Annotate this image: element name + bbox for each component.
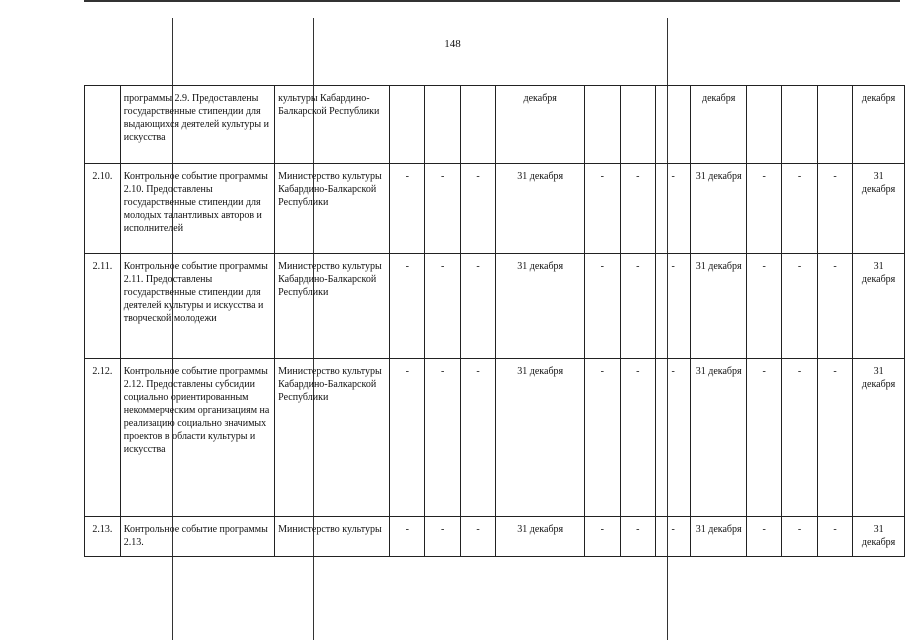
period-cell (620, 86, 655, 164)
period-cell: 31 декабря (853, 359, 905, 517)
period-cell: 31 декабря (691, 164, 747, 254)
period-cell: - (817, 517, 852, 557)
period-cell (460, 86, 495, 164)
responsible-executor: Министерство культуры (275, 517, 390, 557)
period-cell: - (585, 164, 620, 254)
period-cell: 31 декабря (691, 254, 747, 359)
table-row (85, 359, 905, 517)
period-cell: - (460, 254, 495, 359)
period-cell (782, 86, 817, 164)
period-cell: - (460, 517, 495, 557)
period-cell: - (655, 254, 690, 359)
control-events-table (84, 85, 905, 557)
period-cell: - (425, 359, 460, 517)
period-cell: - (620, 359, 655, 517)
period-cell: - (620, 164, 655, 254)
period-cell: - (585, 359, 620, 517)
period-cell (390, 86, 425, 164)
responsible-executor: культуры Кабардино-Балкарской Республики (275, 86, 390, 164)
table-row (85, 517, 905, 557)
period-cell: 31 декабря (496, 164, 585, 254)
period-cell: - (390, 254, 425, 359)
event-description: Контрольное событие программы 2.12. Предоставлены субсидии социально ориентированным некоммерческим организациям на реализацию социально значимых проектов в области культуры и искусства (120, 359, 274, 517)
row-number: 2.13. (85, 517, 121, 557)
period-cell: - (746, 359, 781, 517)
period-cell: 31 декабря (496, 359, 585, 517)
period-cell (425, 86, 460, 164)
event-description: Контрольное событие программы 2.13. (120, 517, 274, 557)
period-cell: - (585, 517, 620, 557)
period-cell: декабря (496, 86, 585, 164)
table-row (85, 254, 905, 359)
period-cell: - (460, 164, 495, 254)
period-cell (585, 86, 620, 164)
period-cell: - (390, 517, 425, 557)
event-description: Контрольное событие программы 2.10. Предоставлены государственные стипендии для молодых талантливых авторов и исполнителей (120, 164, 274, 254)
period-cell: - (746, 164, 781, 254)
row-number: 2.12. (85, 359, 121, 517)
period-cell: - (460, 359, 495, 517)
event-description: программы 2.9. Предоставлены государственные стипендии для выдающихся деятелей культуры и искусства (120, 86, 274, 164)
period-cell: - (425, 517, 460, 557)
period-cell: - (390, 359, 425, 517)
page-number: 148 (444, 38, 461, 50)
period-cell: - (782, 164, 817, 254)
period-cell: - (655, 164, 690, 254)
period-cell: - (585, 254, 620, 359)
row-number: 2.10. (85, 164, 121, 254)
period-cell: декабря (853, 86, 905, 164)
period-cell: - (655, 517, 690, 557)
responsible-executor: Министерство культуры Кабардино-Балкарской Республики (275, 359, 390, 517)
table-row (85, 86, 905, 164)
period-cell (817, 86, 852, 164)
period-cell: - (746, 517, 781, 557)
period-cell: - (817, 254, 852, 359)
period-cell: - (817, 164, 852, 254)
event-description: Контрольное событие программы 2.11. Предоставлены государственные стипендии для деятелей культуры и искусства и творческой молодежи (120, 254, 274, 359)
period-cell: 31 декабря (853, 517, 905, 557)
period-cell: 31 декабря (691, 517, 747, 557)
period-cell (655, 86, 690, 164)
period-cell: 31 декабря (853, 164, 905, 254)
period-cell: 31 декабря (496, 517, 585, 557)
period-cell (746, 86, 781, 164)
period-cell: - (782, 517, 817, 557)
period-cell: 31 декабря (853, 254, 905, 359)
period-cell: - (390, 164, 425, 254)
responsible-executor: Министерство культуры Кабардино-Балкарской Республики (275, 164, 390, 254)
period-cell: - (620, 517, 655, 557)
period-cell: - (425, 164, 460, 254)
table-row (85, 164, 905, 254)
period-cell: 31 декабря (496, 254, 585, 359)
period-cell: - (620, 254, 655, 359)
row-number: 2.11. (85, 254, 121, 359)
period-cell: декабря (691, 86, 747, 164)
period-cell: - (782, 359, 817, 517)
scan-top-border (84, 0, 900, 2)
period-cell: - (817, 359, 852, 517)
period-cell: - (655, 359, 690, 517)
period-cell: 31 декабря (691, 359, 747, 517)
row-number (85, 86, 121, 164)
period-cell: - (425, 254, 460, 359)
period-cell: - (746, 254, 781, 359)
responsible-executor: Министерство культуры Кабардино-Балкарской Республики (275, 254, 390, 359)
period-cell: - (782, 254, 817, 359)
